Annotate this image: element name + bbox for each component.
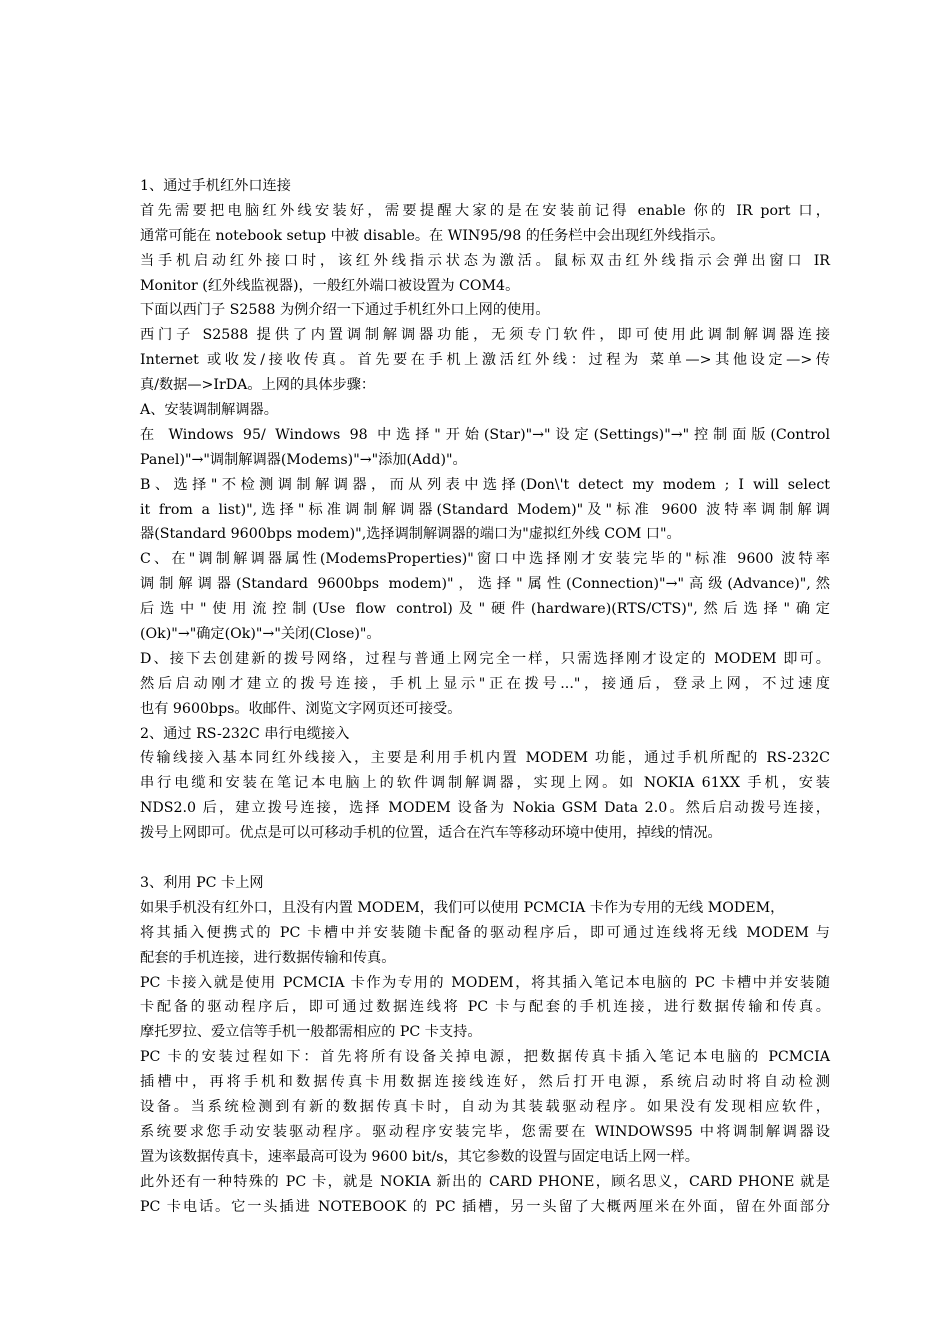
text-line: PC 卡接入就是使用 PCMCIA 卡作为专用的 MODEM，将其插入笔记本电脑的 PC 卡槽中并安装随	[140, 974, 830, 991]
text-line: 配套的手机连接，进行数据传输和传真。	[140, 949, 396, 966]
text-line: A、安装调制解调器。	[140, 402, 278, 419]
text-line: C、在"调制解调器属性(ModemsProperties)"窗口中选择刚才安装完毕的"标准 9600 波特率	[140, 551, 830, 568]
text-line: 此外还有一种特殊的 PC 卡，就是 NOKIA 新出的 CARD PHONE，顾名思义，CARD PHONE 就是	[140, 1173, 830, 1190]
text-line: 器(Standard 9600bps modem)",选择调制解调器的端口为"虚拟红外线 COM 口"。	[140, 526, 681, 543]
text-line: 当手机启动红外接口时，该红外线指示状态为激活。鼠标双击红外线指示会弹出窗口 IR	[140, 252, 830, 269]
text-line: 传输线接入基本同红外线接入，主要是利用手机内置 MODEM 功能，通过手机所配的 RS-232C	[140, 750, 830, 767]
text-line: Monitor (红外线监视器)，一般红外端口被设置为 COM4。	[140, 277, 520, 294]
text-line: Internet 或收发/接收传真。首先要在手机上激活红外线：过程为 菜单—>其他设定—>传	[140, 352, 830, 369]
text-line: 2、通过 RS-232C 串行电缆接入	[140, 725, 350, 742]
blank-line	[140, 846, 830, 871]
text-line: 西门子 S2588 提供了内置调制解调器功能，无须专门软件，即可使用此调制解调器连接	[140, 327, 830, 344]
text-line: 1、通过手机红外口连接	[140, 178, 291, 194]
text-line: 摩托罗拉、爱立信等手机一般都需相应的 PC 卡支持。	[140, 1024, 482, 1041]
text-line: 下面以西门子 S2588 为例介绍一下通过手机红外口上网的使用。	[140, 302, 550, 319]
text-line: 真/数据—>IrDA。上网的具体步骤：	[140, 377, 376, 394]
text-line: 后选中"使用流控制(Use flow control)及"硬件(hardware)(RTS/CTS)",然后选择"确定	[140, 601, 830, 618]
text-line: PC 卡电话。它一头插进 NOTEBOOK 的 PC 插槽，另一头留了大概两厘米在外面，留在外面部分	[140, 1198, 830, 1215]
text-line: 如果手机没有红外口，且没有内置 MODEM，我们可以使用 PCMCIA 卡作为专用的无线 MODEM，	[140, 899, 785, 916]
text-line: NDS2.0 后，建立拨号连接，选择 MODEM 设备为 Nokia GSM Data 2.0。然后启动拨号连接，	[140, 800, 830, 817]
text-line: 3、利用 PC 卡上网	[140, 874, 264, 891]
text-line: 然后启动刚才建立的拨号连接，手机上显示"正在拨号..."，接通后，登录上网，不过速度	[140, 675, 830, 692]
text-line: Panel)"→"调制解调器(Modems)"→"添加(Add)"。	[140, 451, 467, 468]
text-line: 插槽中，再将手机和数据传真卡用数据连接线连好，然后打开电源，系统启动时将自动检测	[140, 1074, 830, 1091]
text-line: 调制解调器(Standard 9600bps modem)"，选择"属性(Connection)"→"高级(Advance)",然	[140, 576, 830, 593]
text-line: 首先需要把电脑红外线安装好，需要提醒大家的是在安装前记得 enable 你的 IR port 口，	[140, 202, 830, 219]
text-line: PC 卡的安装过程如下：首先将所有设备关掉电源，把数据传真卡插入笔记本电脑的 PCMCIA	[140, 1049, 830, 1066]
text-line: 拨号上网即可。优点是可以可移动手机的位置，适合在汽车等移动环境中使用，掉线的情况。	[140, 825, 722, 842]
text-line: 系统要求您手动安装驱动程序。驱动程序安装完毕，您需要在 WINDOWS95 中将调制解调器设	[140, 1123, 830, 1140]
text-line: 串行电缆和安装在笔记本电脑上的软件调制解调器，实现上网。如 NOKIA 61XX 手机，安装	[140, 775, 830, 792]
text-line: B、选择"不检测调制解调器，而从列表中选择(Don\'t detect my modem ; I will select	[140, 476, 830, 493]
text-line: (Ok)"→"确定(Ok)"→"关闭(Close)"。	[140, 626, 381, 643]
text-line: it from a list)",选择"标准调制解调器(Standard Modem)"及"标准 9600 波特率调制解调	[140, 501, 830, 518]
text-line: 卡配备的驱动程序后，即可通过数据连线将 PC 卡与配套的手机连接，进行数据传输和传真。	[140, 999, 830, 1016]
text-line: 也有 9600bps。收邮件、浏览文字网页还可接受。	[140, 700, 462, 717]
text-line: 置为该数据传真卡，速率最高可设为 9600 bit/s，其它参数的设置与固定电话上网一样。	[140, 1148, 699, 1165]
text-line: 通常可能在 notebook setup 中被 disable。在 WIN95/98 的任务栏中会出现红外线指示。	[140, 227, 725, 244]
text-line: D、接下去创建新的拨号网络，过程与普通上网完全一样，只需选择刚才设定的 MODEM 即可。	[140, 650, 830, 667]
text-line: 将其插入便携式的 PC 卡槽中并安装随卡配备的驱动程序后，即可通过连线将无线 MODEM 与	[140, 924, 830, 941]
text-line: 设备。当系统检测到有新的数据传真卡时，自动为其装载驱动程序。如果没有发现相应软件，	[140, 1098, 830, 1115]
document-body	[140, 174, 830, 1219]
text-line: 在 Windows 95/ Windows 98 中选择"开始(Star)"→"设定(Settings)"→"控制面版(Control	[140, 426, 830, 443]
